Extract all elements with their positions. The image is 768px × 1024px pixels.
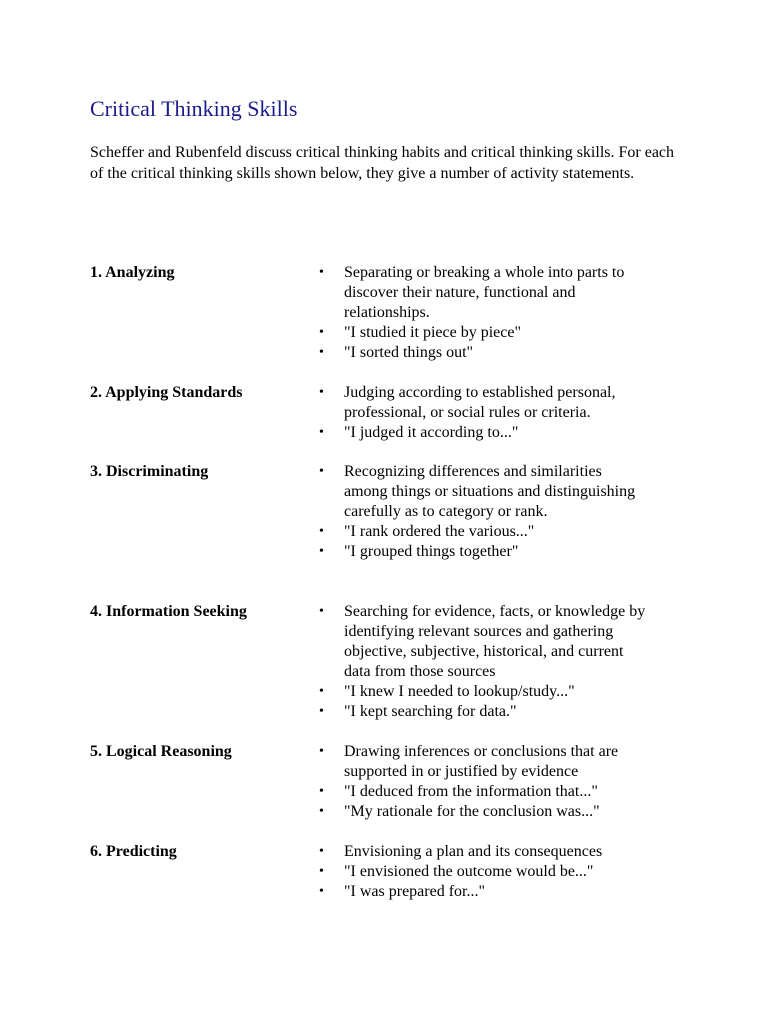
- bullet-icon: •: [319, 844, 324, 859]
- skill-name: 1. Analyzing: [90, 264, 175, 281]
- bullet-item: [319, 702, 649, 722]
- bullet-icon: •: [319, 345, 324, 360]
- bullet-item: [319, 343, 649, 363]
- bullet-text: "I judged it according to...": [344, 424, 519, 441]
- bullet-item: [319, 263, 649, 323]
- bullet-icon: •: [319, 884, 324, 899]
- bullet-item: [319, 383, 649, 423]
- skill-name: 5. Logical Reasoning: [90, 743, 232, 760]
- skill-bullets: [319, 383, 649, 443]
- bullet-text: Judging according to established personal, professional, or social rules or criteria.: [344, 384, 616, 421]
- bullet-item: [319, 423, 649, 443]
- bullet-text: Separating or breaking a whole into parts to discover their nature, functional and relationships.: [344, 264, 625, 321]
- bullet-text: "I grouped things together": [344, 543, 519, 560]
- skill-bullets: [319, 742, 649, 822]
- bullet-item: [319, 682, 649, 702]
- bullet-icon: •: [319, 804, 324, 819]
- bullet-item: [319, 542, 649, 562]
- page-title: Critical Thinking Skills: [90, 96, 298, 121]
- bullet-icon: •: [319, 464, 324, 479]
- bullet-text: "My rationale for the conclusion was...": [344, 803, 600, 820]
- bullet-icon: •: [319, 684, 324, 699]
- bullet-item: [319, 323, 649, 343]
- bullet-text: "I envisioned the outcome would be...": [344, 863, 594, 880]
- bullet-item: [319, 882, 649, 902]
- skill-name: 6. Predicting: [90, 843, 177, 860]
- bullet-text: "I kept searching for data.": [344, 703, 517, 720]
- bullet-text: Envisioning a plan and its consequences: [344, 843, 603, 860]
- bullet-icon: •: [319, 744, 324, 759]
- bullet-item: [319, 782, 649, 802]
- bullet-icon: •: [319, 784, 324, 799]
- skill-bullets: [319, 462, 649, 562]
- bullet-text: Searching for evidence, facts, or knowledge by identifying relevant sources and gathering objective, subjective, historical, and current data from those sources: [344, 603, 646, 680]
- bullet-icon: •: [319, 425, 324, 440]
- bullet-text: Recognizing differences and similarities among things or situations and distinguishing carefully as to category or rank.: [344, 463, 636, 520]
- bullet-text: "I was prepared for...": [344, 883, 486, 900]
- bullet-item: [319, 862, 649, 882]
- bullet-item: [319, 842, 649, 862]
- bullet-icon: •: [319, 604, 324, 619]
- bullet-item: [319, 522, 649, 542]
- bullet-icon: •: [319, 524, 324, 539]
- bullet-icon: •: [319, 704, 324, 719]
- bullet-item: [319, 802, 649, 822]
- bullet-icon: •: [319, 265, 324, 280]
- bullet-icon: •: [319, 385, 324, 400]
- skill-bullets: [319, 263, 649, 363]
- bullet-icon: •: [319, 864, 324, 879]
- bullet-text: Drawing inferences or conclusions that are supported in or justified by evidence: [344, 743, 619, 780]
- skill-name: 3. Discriminating: [90, 463, 209, 480]
- bullet-icon: •: [319, 325, 324, 340]
- bullet-text: "I studied it piece by piece": [344, 324, 521, 341]
- bullet-item: [319, 462, 649, 522]
- skill-bullets: [319, 842, 649, 902]
- bullet-text: "I rank ordered the various...": [344, 523, 535, 540]
- bullet-text: "I knew I needed to lookup/study...": [344, 683, 575, 700]
- bullet-text: "I sorted things out": [344, 344, 474, 361]
- bullet-item: [319, 602, 649, 682]
- bullet-item: [319, 742, 649, 782]
- bullet-icon: •: [319, 544, 324, 559]
- bullet-text: "I deduced from the information that...": [344, 783, 598, 800]
- skill-name: 4. Information Seeking: [90, 603, 247, 620]
- skill-bullets: [319, 602, 649, 722]
- intro-paragraph: Scheffer and Rubenfeld discuss critical thinking habits and critical thinking skills. For each of the critical thinking skills shown below, they give a number of activity statements.: [90, 144, 675, 182]
- skill-name: 2. Applying Standards: [90, 384, 243, 401]
